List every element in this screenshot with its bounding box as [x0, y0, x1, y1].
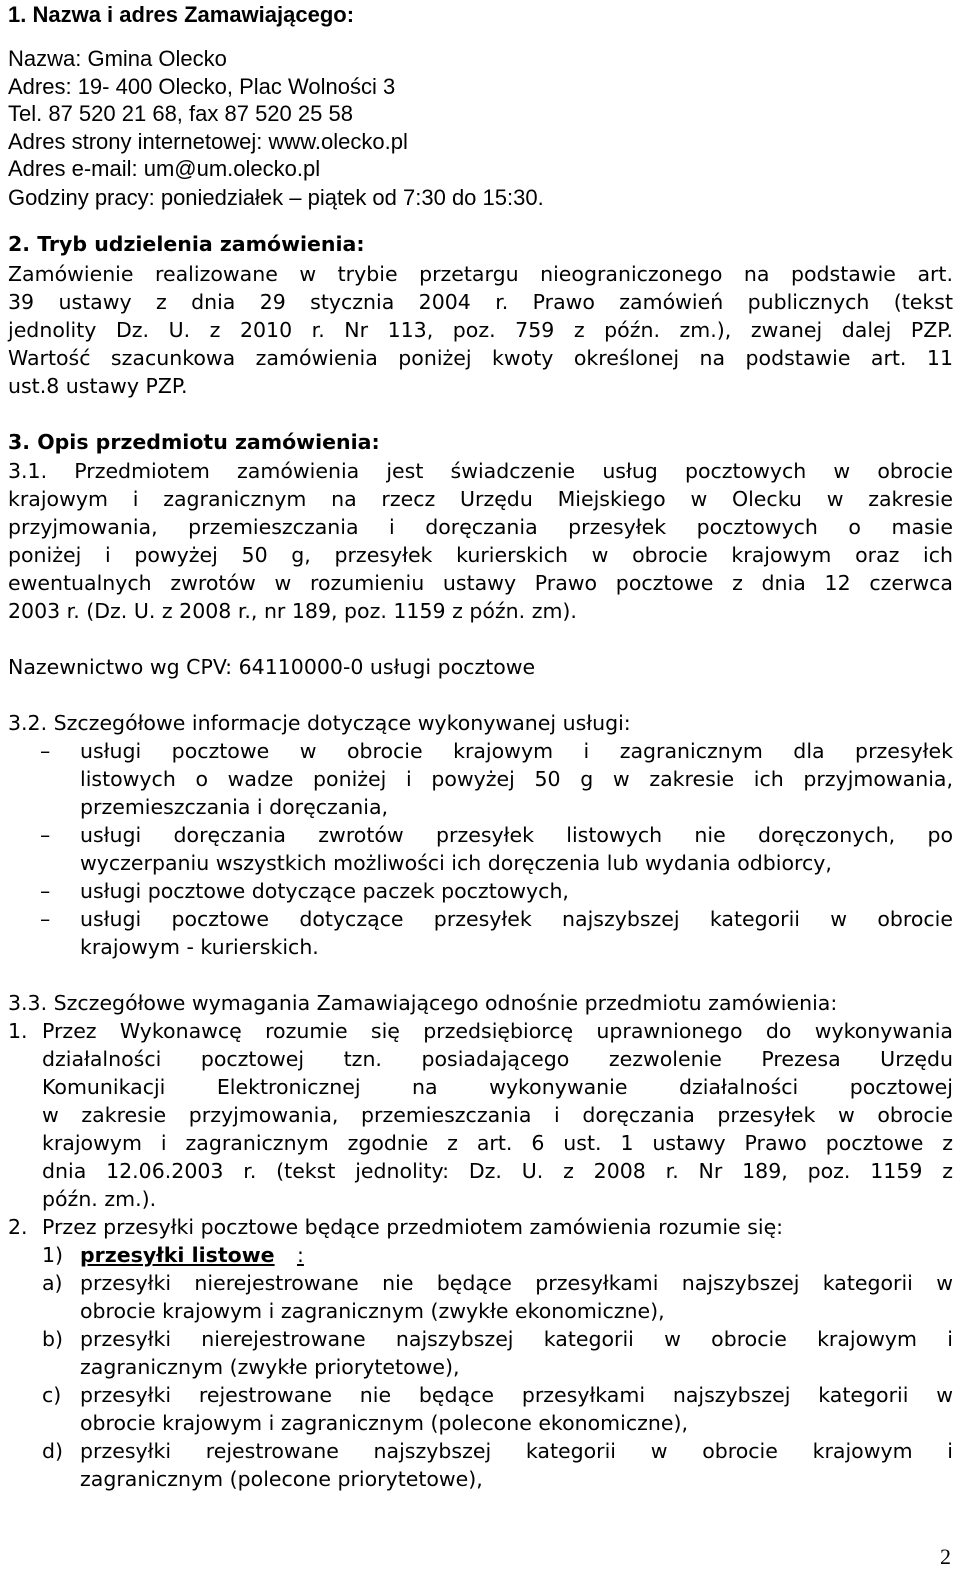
text-line: Przez przesyłki pocztowe będące przedmiotem zamówienia rozumie się:: [42, 1215, 784, 1239]
text-line: jednolity Dz. U. z 2010 r. Nr 113, poz. 759 z późn. zm.), zwanej dalej PZP.: [8, 318, 953, 342]
text-line: późn. zm.).: [42, 1187, 157, 1211]
text-line: Komunikacji Elektronicznej na wykonywanie działalności pocztowej: [42, 1075, 953, 1099]
text-line: ewentualnych zwrotów w rozumieniu ustawy Prawo pocztowe z dnia 12 czerwca: [8, 571, 953, 595]
text-line: wyczerpaniu wszystkich możliwości ich doręczenia lub wydania odbiorcy,: [80, 851, 832, 875]
text-line: Godziny pracy: poniedziałek – piątek od 7:30 do 15:30.: [8, 185, 544, 210]
text-line: Nazwa: Gmina Olecko: [8, 46, 227, 71]
text-line: przesyłki rejestrowane najszybszej kategorii w obrocie krajowym i: [80, 1439, 953, 1463]
text-line: przesyłki listowe: [80, 1243, 275, 1267]
text-line: 39 ustawy z dnia 29 stycznia 2004 r. Prawo zamówień publicznych (tekst: [8, 290, 953, 314]
text-line: :: [297, 1243, 304, 1267]
text-line: obrocie krajowym i zagranicznym (polecone ekonomiczne),: [80, 1411, 688, 1435]
text-line: b): [42, 1327, 64, 1351]
text-line: Adres: 19- 400 Olecko, Plac Wolności 3: [8, 74, 396, 99]
text-line: przyjmowania, przemieszczania i doręczania przesyłek pocztowych o masie: [8, 515, 953, 539]
text-line: 3.3. Szczegółowe wymagania Zamawiającego odnośnie przedmiotu zamówienia:: [8, 991, 838, 1015]
text-line: w zakresie przyjmowania, przemieszczania i doręczania przesyłek w obrocie: [42, 1103, 953, 1127]
text-line: przesyłki nierejestrowane najszybszej kategorii w obrocie krajowym i: [80, 1327, 953, 1351]
text-line: 2. Tryb udzielenia zamówienia:: [8, 232, 365, 256]
text-line: c): [42, 1383, 62, 1407]
text-line: dnia 12.06.2003 r. (tekst jednolity: Dz. U. z 2008 r. Nr 189, poz. 1159 z: [42, 1159, 953, 1183]
text-line: –: [40, 739, 51, 763]
text-line: Przez Wykonawcę rozumie się przedsiębiorcę uprawnionego do wykonywania: [42, 1019, 953, 1043]
text-line: Adres e-mail: um@um.olecko.pl: [8, 156, 321, 181]
text-line: –: [40, 907, 51, 931]
text-line: d): [42, 1439, 64, 1463]
text-line: obrocie krajowym i zagranicznym (zwykłe ekonomiczne),: [80, 1299, 665, 1323]
text-line: zagranicznym (polecone priorytetowe),: [80, 1467, 483, 1491]
text-line: 1.: [8, 1019, 28, 1043]
text-line: usługi doręczania zwrotów przesyłek listowych nie doręczonych, po: [80, 823, 953, 847]
text-line: 1): [42, 1243, 64, 1267]
text-line: Zamówienie realizowane w trybie przetargu nieograniczonego na podstawie art.: [8, 262, 953, 286]
page-number: 2: [940, 1544, 951, 1569]
text-line: Wartość szacunkowa zamówienia poniżej kwoty określonej na podstawie art. 11: [8, 346, 953, 370]
text-line: zagranicznym (zwykłe priorytetowe),: [80, 1355, 460, 1379]
text-line: przesyłki nierejestrowane nie będące przesyłkami najszybszej kategorii w: [80, 1271, 953, 1295]
text-line: Tel. 87 520 21 68, fax 87 520 25 58: [8, 101, 353, 126]
text-line: –: [40, 823, 51, 847]
text-line: działalności pocztowej tzn. posiadającego zezwolenie Prezesa Urzędu: [42, 1047, 953, 1071]
text-line: krajowym i zagranicznym zgodnie z art. 6 ust. 1 ustawy Prawo pocztowe z: [42, 1131, 953, 1155]
text-line: krajowym i zagranicznym na rzecz Urzędu Miejskiego w Olecku w zakresie: [8, 487, 953, 511]
text-line: przesyłki rejestrowane nie będące przesyłkami najszybszej kategorii w: [80, 1383, 953, 1407]
text-line: 2.: [8, 1215, 28, 1239]
text-line: usługi pocztowe dotyczące paczek pocztowych,: [80, 879, 569, 903]
text-line: przemieszczania i doręczania,: [80, 795, 389, 819]
text-line: a): [42, 1271, 63, 1295]
text-line: –: [40, 879, 51, 903]
text-line: listowych o wadze poniżej i powyżej 50 g w zakresie ich przyjmowania,: [80, 767, 953, 791]
text-line: 3.1. Przedmiotem zamówienia jest świadczenie usług pocztowych w obrocie: [8, 459, 953, 483]
text-line: krajowym - kurierskich.: [80, 935, 319, 959]
text-line: 2003 r. (Dz. U. z 2008 r., nr 189, poz. 1159 z późn. zm).: [8, 599, 577, 623]
text-line: usługi pocztowe dotyczące przesyłek najszybszej kategorii w obrocie: [80, 907, 953, 931]
text-line: Nazewnictwo wg CPV: 64110000-0 usługi pocztowe: [8, 655, 536, 679]
text-line: Adres strony internetowej: www.olecko.pl: [8, 129, 408, 154]
text-line: usługi pocztowe w obrocie krajowym i zagranicznym dla przesyłek: [80, 739, 953, 763]
text-line: ust.8 ustawy PZP.: [8, 374, 188, 398]
text-line: 1. Nazwa i adres Zamawiającego:: [8, 2, 355, 27]
text-line: 3. Opis przedmiotu zamówienia:: [8, 430, 380, 454]
text-line: poniżej i powyżej 50 g, przesyłek kurierskich w obrocie krajowym oraz ich: [8, 543, 953, 567]
text-line: 3.2. Szczegółowe informacje dotyczące wykonywanej usługi:: [8, 711, 631, 735]
